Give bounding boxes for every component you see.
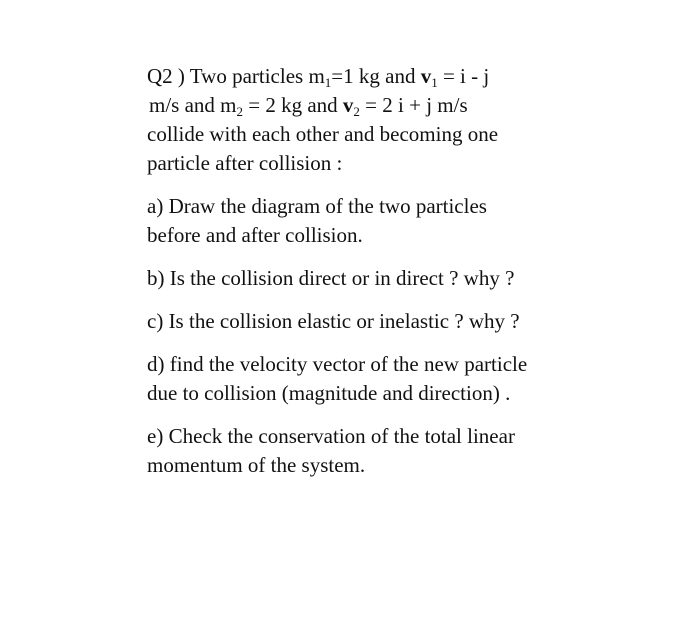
intro-text: Two particles m bbox=[184, 64, 325, 88]
v2-subscript: 2 bbox=[353, 104, 360, 119]
part-a-line-2: before and after collision. bbox=[147, 223, 363, 247]
v1-subscript: 1 bbox=[431, 75, 438, 90]
v1-symbol: v bbox=[420, 64, 432, 88]
intro-line-3: collide with each other and becoming one bbox=[147, 122, 499, 146]
intro-text: =1 kg and bbox=[331, 64, 421, 88]
m1-subscript: 1 bbox=[324, 75, 332, 90]
intro-text: = 2 kg and bbox=[243, 93, 343, 117]
part-e bbox=[147, 422, 647, 480]
intro-text: m/s and m bbox=[149, 93, 237, 117]
part-c bbox=[147, 307, 647, 336]
question-label: Q2 ) bbox=[147, 64, 185, 88]
part-b bbox=[147, 264, 647, 293]
part-c-line-1: c) Is the collision elastic or inelastic ? why ? bbox=[147, 309, 520, 333]
question-intro bbox=[147, 62, 647, 178]
part-b-line-1: b) Is the collision direct or in direct ? why ? bbox=[147, 266, 515, 290]
v2-symbol: v bbox=[342, 93, 354, 117]
part-a-line-1: a) Draw the diagram of the two particles bbox=[147, 194, 487, 218]
part-a bbox=[147, 192, 647, 250]
part-e-line-1: e) Check the conservation of the total linear bbox=[147, 424, 515, 448]
intro-text: = 2 i + j m/s bbox=[359, 93, 468, 117]
part-d bbox=[147, 350, 647, 408]
part-d-line-1: d) find the velocity vector of the new particle bbox=[147, 352, 528, 376]
question-block bbox=[147, 62, 647, 494]
m2-subscript: 2 bbox=[236, 104, 243, 119]
part-d-line-2: due to collision (magnitude and direction) . bbox=[147, 381, 511, 405]
intro-line-1 bbox=[147, 62, 647, 91]
intro-line-4: particle after collision : bbox=[147, 151, 343, 175]
intro-text: = i - j bbox=[437, 64, 490, 88]
intro-line-2 bbox=[147, 91, 647, 120]
part-e-line-2: momentum of the system. bbox=[147, 453, 366, 477]
